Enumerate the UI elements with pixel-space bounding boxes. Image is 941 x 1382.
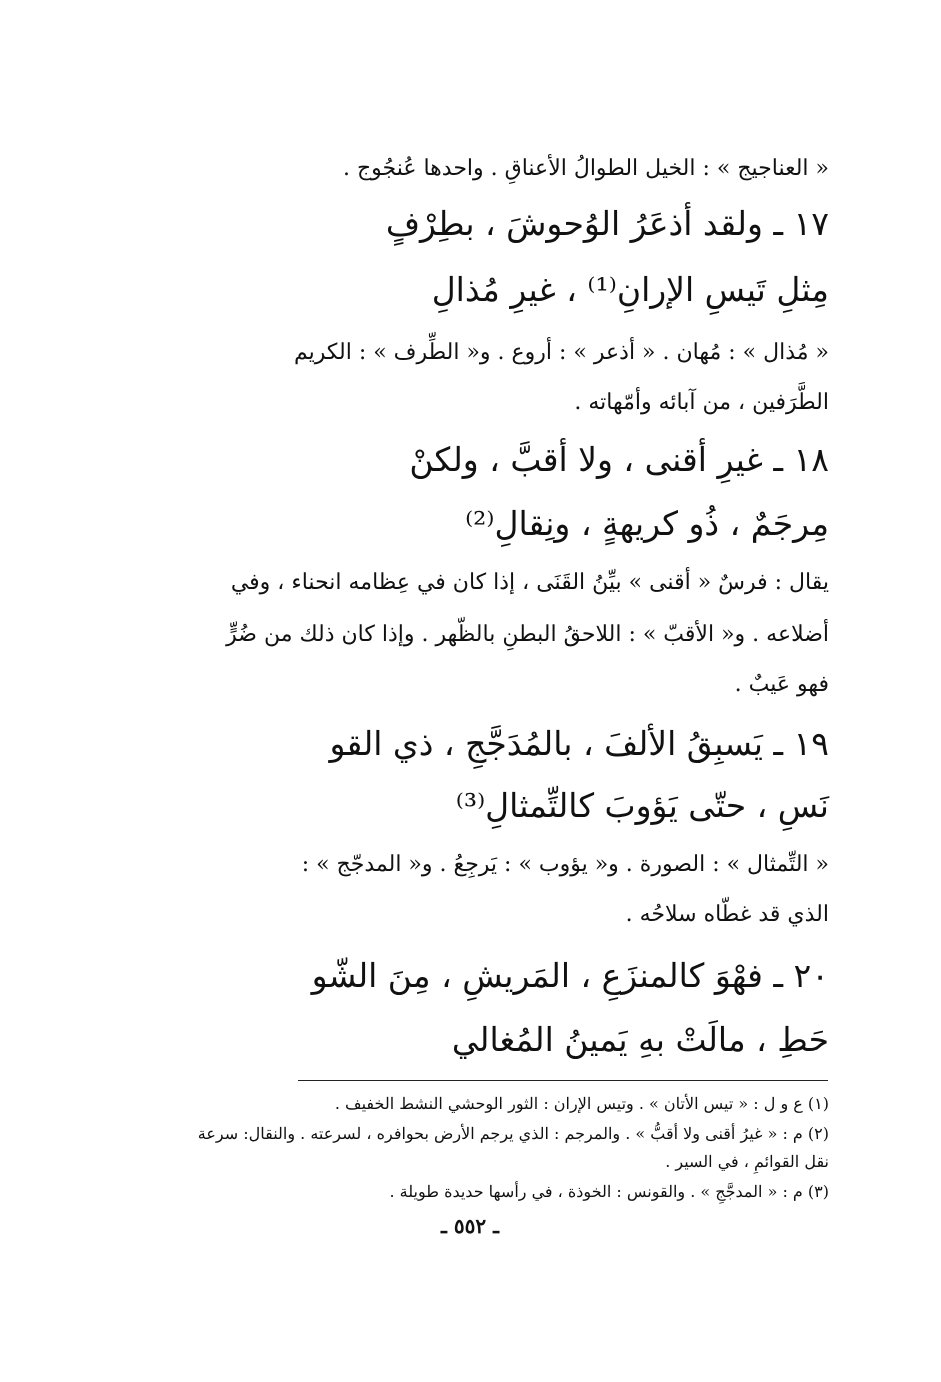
gloss-line: « التِّمثال » : الصورة . و« يؤوب » : يَرجِعُ . و« المدجّج » :	[301, 852, 829, 877]
verse-18-second-hemistich: مِرجَمٌ ، ذُو كريهةٍ ، ونِقالِ⁽²⁾	[465, 504, 829, 543]
gloss-line: الذي قد غطّاه سلاحُه .	[625, 902, 829, 927]
verse-17-first-hemistich: ١٧ ـ ولقد أذعَرُ الوُحوشَ ، بطِرْفٍ	[385, 204, 829, 243]
page-number: ـ ٥٥٢ ـ	[441, 1214, 499, 1238]
verse-20-second-hemistich: حَطِ ، مالَتْ بهِ يَمينُ المُغالي	[451, 1020, 829, 1059]
gloss-line: فهو عَيبٌ .	[734, 672, 829, 697]
footnote-separator	[298, 1080, 828, 1081]
gloss-line: أضلاعه . و« الأقبّ » : اللاحقُ البطنِ بالظّهر . وإذا كان ذلك من ضُرٍّ	[226, 622, 829, 647]
verse-19-second-hemistich: نَسِ ، حتّى يَؤوبَ كالتِّمثالِ⁽³⁾	[455, 786, 829, 825]
verse-17-second-hemistich: مِثلِ تَيسِ الإرانِ⁽¹⁾ ، غيرِ مُذالِ	[431, 270, 829, 309]
gloss-line: « العناجيج » : الخيل الطوالُ الأعناقِ . واحدها عُنجُوج .	[342, 156, 829, 181]
verse-20-first-hemistich: ٢٠ ـ فهْوَ كالمنزَعِ ، المَريشِ ، مِنَ الشّو	[311, 956, 829, 995]
gloss-line: يقال : فرسٌ « أقنى » بيِّنُ القَنَى ، إذا كان في عِظامه انحناء ، وفي	[230, 570, 829, 595]
gloss-line: الطَّرَفين ، من آبائه وأمّهاته .	[574, 390, 829, 415]
verse-18-first-hemistich: ١٨ ـ غيرِ أقنى ، ولا أقبَّ ، ولكنْ	[409, 440, 829, 479]
verse-19-first-hemistich: ١٩ ـ يَسبِقُ الألفَ ، بالمُدَجَّجِ ، ذي القو	[329, 724, 829, 763]
footnote-2-continued: نقل القوائمِ ، في السير .	[665, 1152, 829, 1171]
footnote-3: (٣) م : « المدجَّجِ » . والقونس : الخوذة ، في رأسها حديدة طويلة .	[389, 1182, 829, 1201]
gloss-line: « مُذال » : مُهان . « أذعر » : أروع . و« الطِّرف » : الكريم	[293, 340, 829, 365]
footnote-2: (٢) م : « غيرُ أقنى ولا أقبُّ » . والمرجم : الذي يرجم الأرض بحوافره ، لسرعته . والنقال: سرعة	[197, 1124, 829, 1143]
footnote-1: (١) ع و ل : « تيس الأتان » . وتيس الإران : الثور الوحشي النشط الخفيف .	[334, 1094, 829, 1113]
